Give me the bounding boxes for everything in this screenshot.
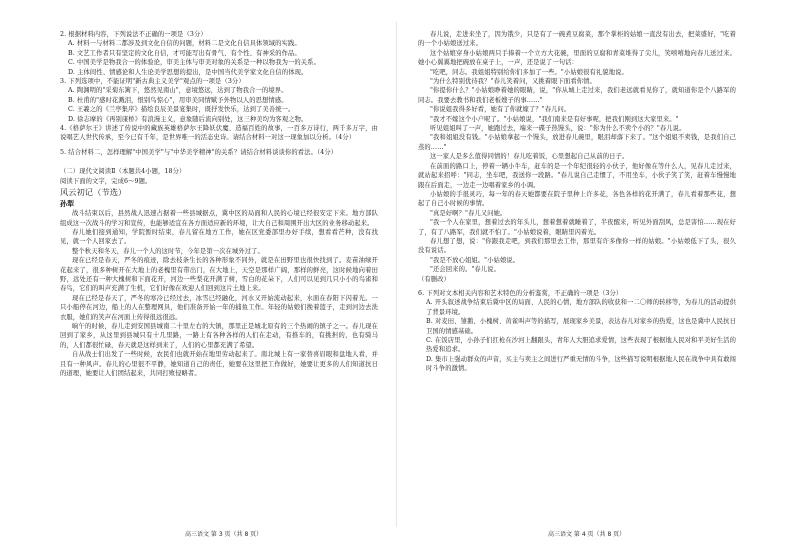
right-column <box>418 30 736 520</box>
story-dialogue: "吃吧，同志。我姐姐特别给你们多加了一些。"小姑娘很有礼貌地说。 <box>430 68 628 76</box>
story-paragraph: 自从战士们出发了一些时候，农民们也就开始在地里劳动起来了。南北城上有一家替喜眉眼和盘地人看，并且有一种风声。春儿的心里很不平静，她知道自己的责任，她要在这里把工作做好，她要让更多的人们知道抗日的道理，她要让人们团结起来，共同打败侵略者。 <box>60 351 378 377</box>
q3-option-d: D. 徐志摩的《再别康桥》有浪漫主义，意象随后流向别处，这三种美均为客观之物。 <box>68 115 308 123</box>
story-dialogue: "你说姐我得多好看，她有了你就嫁了？"春儿问。 <box>430 106 571 114</box>
story-paragraph: 这个姑娘穿身小姑娘两只手捧着一个立方大花碗，里面的豆腐和青菜堆得了尖儿，笑嘻嘻地向春儿送过来。她小心翼翼地把碗放在桌子上，一声，还是说了一句话： <box>418 49 736 67</box>
story-dialogue: "还会回来的。"春儿说。 <box>430 266 500 274</box>
q3-option-b: B. 杜甫的"感时花溅泪，恨别鸟惊心"，用审美同情赋予外物以人的思想情感。 <box>68 96 288 104</box>
story-paragraph: "我一个人在家里，想着过去的年头儿，想着想着就睡着了，半夜醒来，听见外面刮风，总是害怕……现在好了，有了八路军，我们就不怕了。"小姑娘说着，眼睛里闪着光。 <box>418 219 736 236</box>
q2-stem: 2. 根据材料内容，下列说法不正确的一项是（3分） <box>60 31 207 38</box>
page-footer-right: 高三语文 第 4 页（共 8 页） <box>548 531 626 538</box>
story-paragraph: 现在已经是春天，严冬的痕迹，除去枝条生长的各种形象不同外，就是在田野里也很快找到了。麦苗油绿开花起来了，很多种树开在大地上的老槐里有带出门，在大地上，天空是那样广阔，那样的鲜亮，这时候地向着田野，远处还有一种大槐树和下面花开，河边一些梨花开满了树，雪白的花朵下，人们可以见到几只小小的鸟雀和春鸟，它们的叫声充满了生机，它们好像在欢迎人们回到这片土地上来。 <box>60 257 378 293</box>
q6-option-d: D. 集市上强动群众的声音，买主与卖主之间进行严重无情的斗争，这些描写说明根据地人民在战争中具有敢闯时斗争的激情。 <box>426 355 736 373</box>
story-paragraph: 春儿说，走进来坐了，因为饿少，只是有了一碗煮豆腐菜，那个掌柜的姑娘一直没有出去，把菜盛好，"吃着的一个小姑娘送过来。 <box>418 31 736 48</box>
story-author: 孙犁 <box>60 199 75 209</box>
story-paragraph: 小姑娘的手很灵巧，每一年的春天她都要在院子里种上许多花，各色各样的花开满了，春儿看着那些花，想起了自己小时候的事情。 <box>418 190 736 208</box>
q2-option-b: B. 文艺工作者只有坚定的文化自信，才可能写出有骨气、有个性、有神采的作品。 <box>68 49 301 57</box>
story-paragraph: 听见姐姐叫了一声，她跑过去，端来一碟子热馒头，说："你为什么不卖个小的？"春儿说。 <box>430 125 686 133</box>
story-dialogue: "我和姐姐没有钱。"小姑娘拿起一个馒头，放进春儿碗里，眼泪却落下来了。"这个姐姐不卖钱，是我们自己蒸的……" <box>418 134 736 151</box>
q2-option-c: C. 中国美学是物我合一的体验论，审美主体与审美对象的关系是一种以物我为一的关系。 <box>68 59 320 67</box>
story-paragraph: 战斗结束以后，县然战人迅速占据着一些县城据点，冀中区的局面和人民的心境已经很安定下来。地方部队组成这一次战斗的学习和宣传，也能够适宜在各方面适应新的环境，让大自己和周围开出大区的业务移动起来。 <box>60 210 378 227</box>
story-paragraph: 晌午的时候，春儿走到安国县城南二十里左右的大镇，那里正是城北原有的三个热闹的镇子之一。春儿现在回到了家乡，从这里到县城只有十几里路，一路上有各种各样的人们在走动，有推车的，有挑担的，也有骑马的，人们都很忙碌，春天就是这样到来了，人们的心里都充满了希望。 <box>60 322 378 349</box>
story-title: 风云初记（节选） <box>60 187 127 198</box>
story-paragraph: 春儿想了想，说："你跟我走吧，到我们那里去工作，那里有许多像你一样的姑娘。"小姑娘低下了头，很久没有说话。 <box>418 237 736 255</box>
q2-option-d: D. 主体间性、情感论和人生论美学思想的提出，是中国当代美学家文化自信的体现。 <box>68 68 308 76</box>
q6-stem: 6. 下列对文本相关内容和艺术特色的分析鉴赏，不正确的一项是（3分） <box>418 289 623 297</box>
story-paragraph: 在前面的路口上，停着一辆小牛车，赶车的是一个年纪很轻的小伙子，他好像在等什么人，见春儿走过来，就站起来招呼："同志，坐车吧，我送你一段路。"春儿说自己走惯了，不用坐车，小伙子笑了笑，赶着车慢慢地跟在后面走，一边走一边唱着家乡的小调。 <box>418 162 736 189</box>
story-dialogue: "我是不放心姐姐。"小姑娘说。 <box>430 256 520 264</box>
story-paragraph: 春儿她们接到通知，学院暂时结束，春儿留在地方工作，她在区党委部里办好手续，想看看芒种，没有找见，就一个人回家去了。 <box>60 228 378 246</box>
story-paragraph: "你提你什么？"小姑娘睁着她的眼睛，说，"你从城上走过来，我们老远就看见你了，就知道你是个八路军的同志。我要去教书和我们老板嫂子的事……" <box>418 87 736 104</box>
story-dialogue: "真是好啊？"春儿又问她。 <box>430 209 507 217</box>
q3-option-a: A. 陶渊明的"采菊东篱下，悠然见南山"，意境悠远，达到了物我合一的境界。 <box>68 87 288 95</box>
q6-option-b: B. 对麦田、雏鹅、小槐树、黄雀叫声等的描写，展现家乡美景，表达春儿对家乡的热爱，这也是冀中人民抗日卫国的情感基础。 <box>426 318 736 335</box>
story-paragraph: 现在已经是春天了，严冬的寒冷已经过去，冰雪已经融化，河水又开始流动起来，水面在春阳下闪着光。一只小船停在河边，船上的人在整理网具，他们准备开始一年的捕鱼工作。年轻的姑娘们挽着篮子，走到河边去洗衣服，她们的笑声在河面上传得很远很远。 <box>60 294 378 321</box>
section-instruction: 阅读下面的文字，完成6～9题。 <box>60 177 152 185</box>
q5-stem: 5. 结合材料二，怎样理解"中国美学"与"中华美学精神"的关系？请结合材料谈谈你的看法。（4分） <box>60 148 338 156</box>
story-dialogue: "我才不嫁这个小户呢了。"小姑娘说，"我们南来是有好事呢，把我们刚到这大家里来。" <box>430 115 679 123</box>
q2-option-a: A. 材料一与材料二都涉及到文化自信的问题，材料二是文化自信具体领域的实践。 <box>68 40 301 48</box>
story-dialogue: "为什么特别优待我？"春儿笑着问，又挑着眼下面看你情。 <box>430 78 596 86</box>
q6-option-a: A. 开头叙述战争结束后冀中区的局面、人民的心情，地方部队的收获和一二〇师的转移等，为春儿的活动提供了背景环境。 <box>426 299 736 316</box>
q3-stem: 3. 下列选项中，不能证明"新古典主义美学"观点的一项是（3分） <box>60 78 245 86</box>
left-column <box>60 30 378 520</box>
section-heading: （二）现代文阅读Ⅱ（本题共4小题，18分） <box>60 168 186 176</box>
page-footer-left: 高三语文 第 3 页（共 8 页） <box>185 531 263 538</box>
source-note: （有删改） <box>418 275 450 283</box>
q4-stem: 4.《格萨尔王》讲述了传说中的藏族英雄格萨尔王降妖伏魔、造福百姓的故事，一百多万诗行，两千多万字，由说唱艺人世代传承，至今已有千年，是世界唯一的活态史诗。请结合材料一对这一现象加以分析。（4分） <box>60 125 378 142</box>
q6-option-c: C. 在饭店里，小孙子们扛枪在沙河上翻跟头，青年人大胆追求爱情，这些表现了根据地人民对和平美好生活的热爱和追求。 <box>426 337 736 354</box>
q3-option-c: C. 王羲之的《兰亭集序》描绘良辰美景宴集时，既抒发快乐，达到了美善统一。 <box>68 106 295 114</box>
story-paragraph: 整个秋天和冬天，春儿一个人的这时节，今年是第一次在城外过了。 <box>72 247 264 255</box>
story-paragraph: 这一家人是多么值得同情的！春儿吃着饭，心里想起自己从前的日子。 <box>430 153 629 161</box>
column-divider <box>396 22 397 527</box>
